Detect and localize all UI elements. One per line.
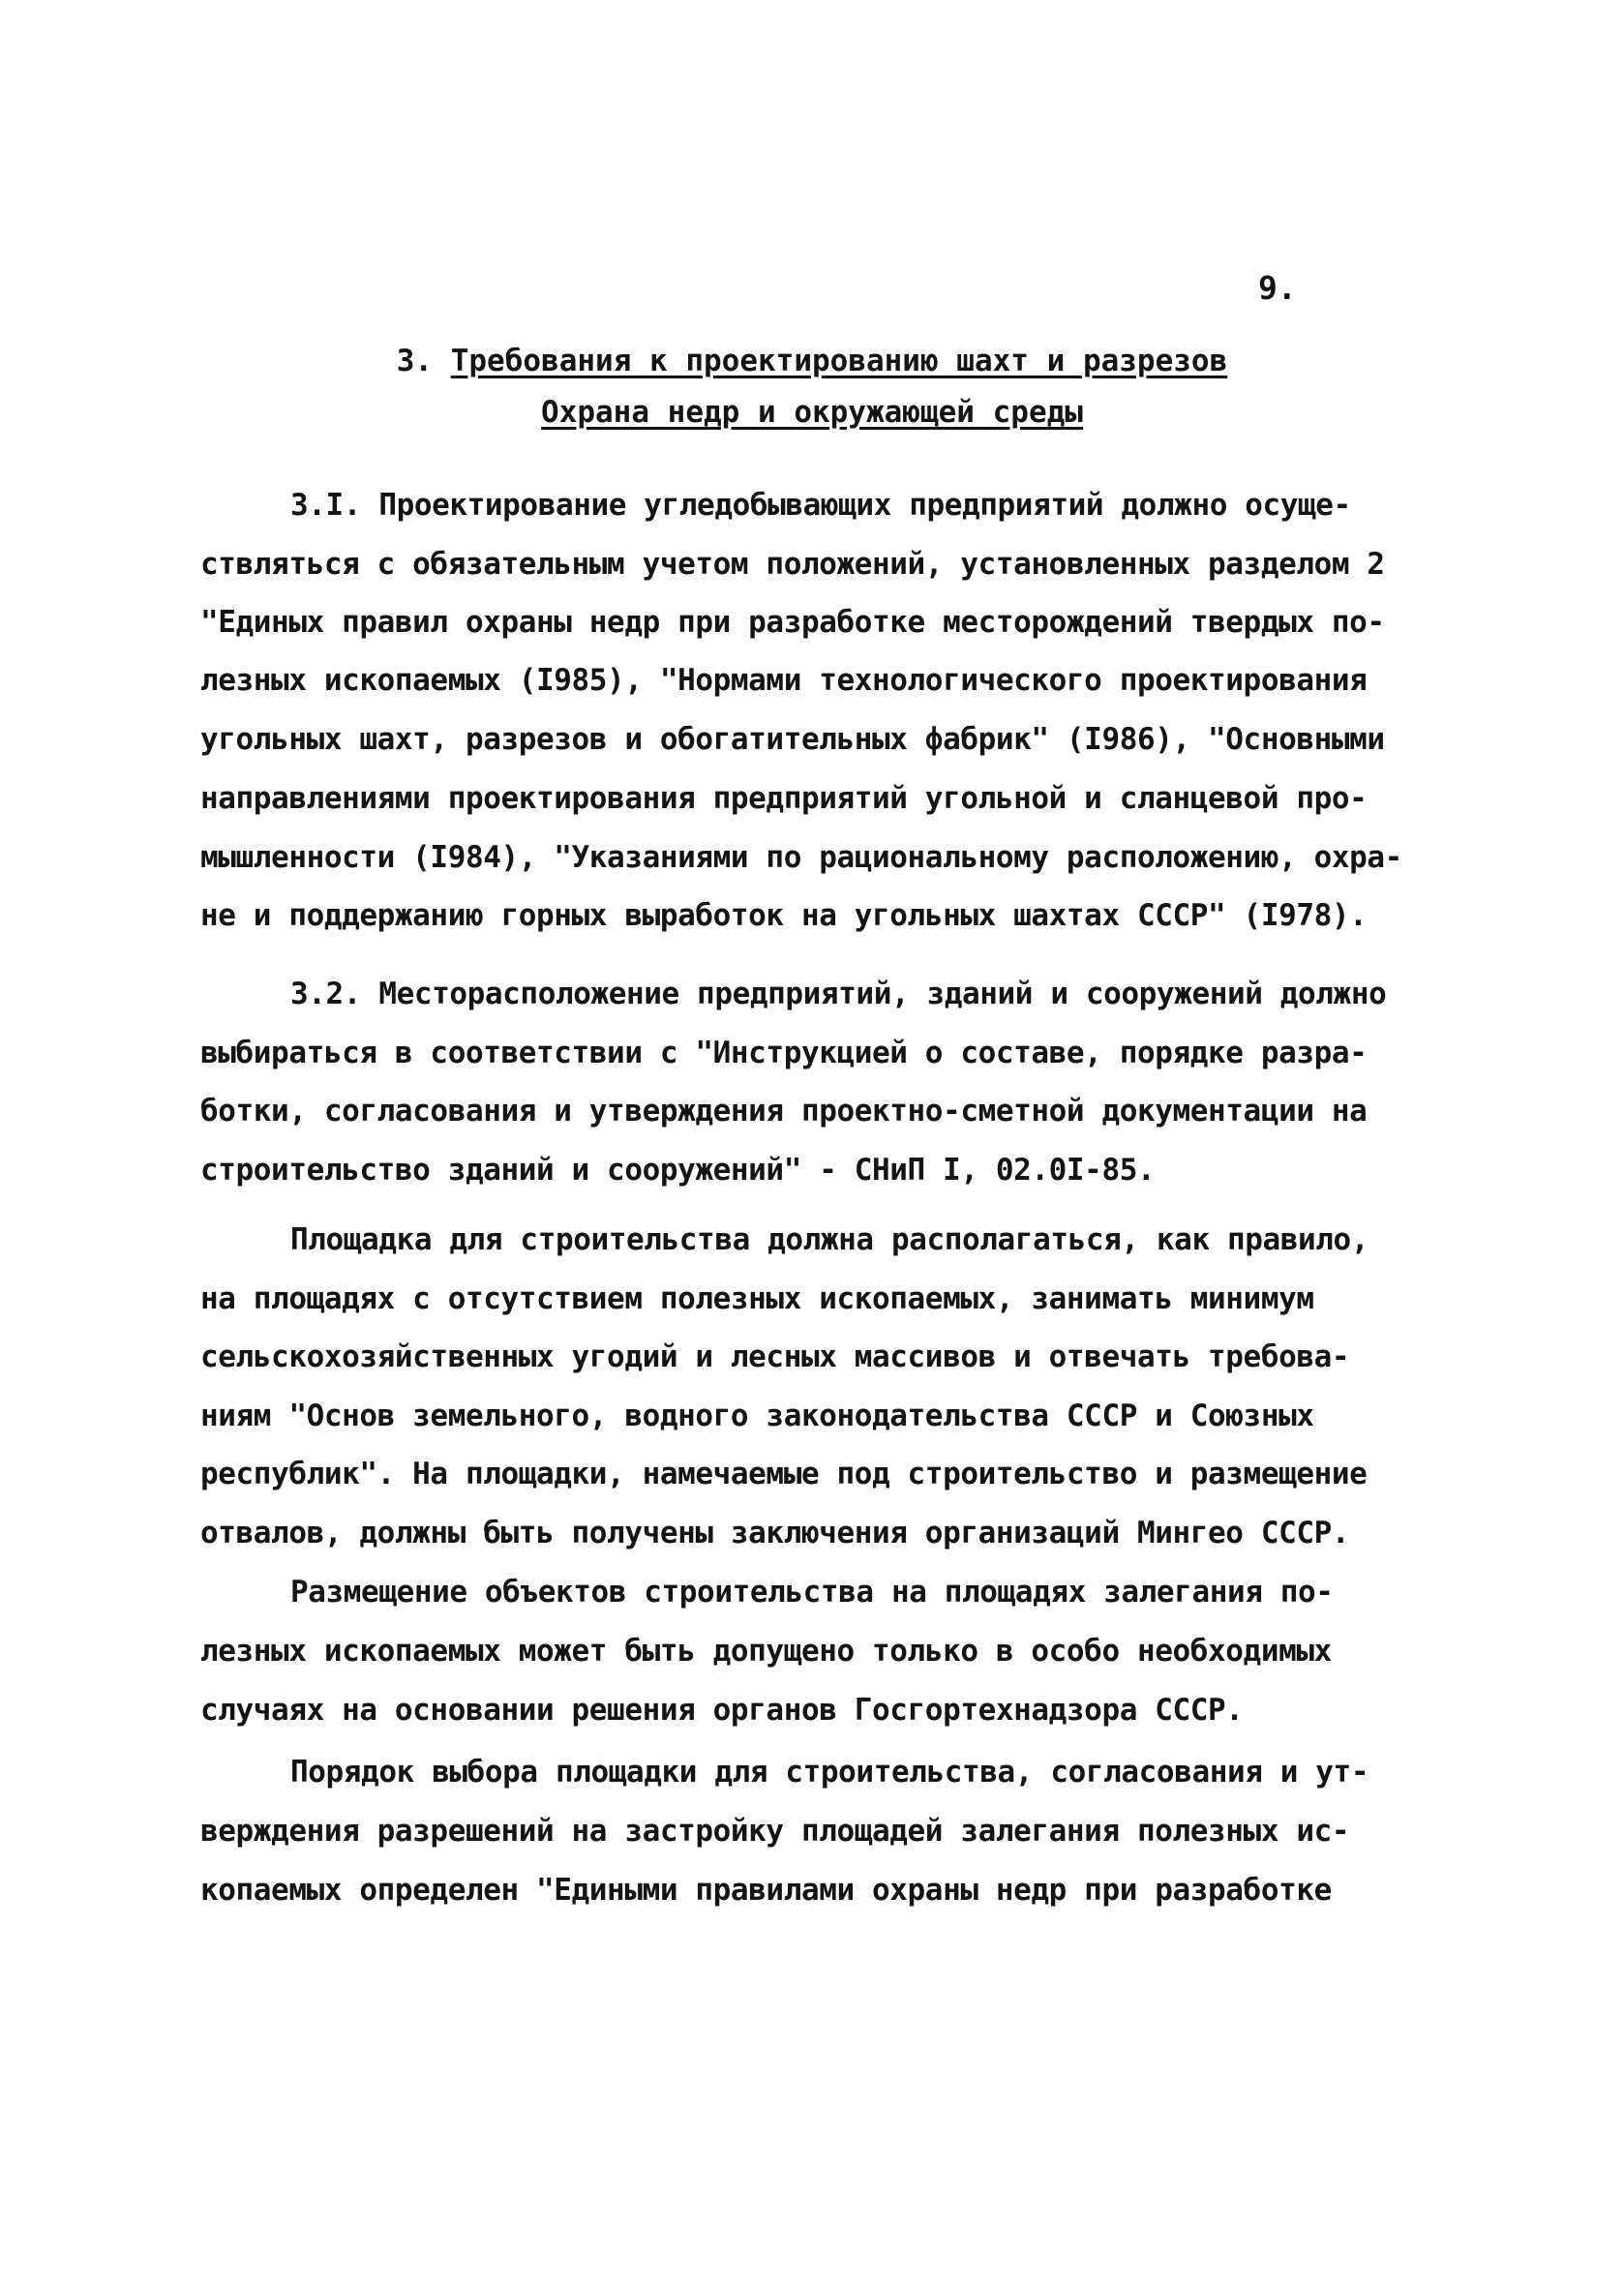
paragraph-3-1-line-8: не и поддержанию горных выработок на угольных шахтах СССР" (I978).: [200, 898, 1368, 933]
paragraph-site-line-5: республик". На площадки, намечаемые под строительство и размещение: [200, 1457, 1368, 1491]
page-number: 9.: [1258, 269, 1297, 307]
paragraph-3-1-line-6: направлениями проектирования предприятий угольной и сланцевой про-: [200, 781, 1368, 816]
paragraph-procedure-line-1: Порядок выбора площадки для строительства, согласования и ут-: [290, 1755, 1369, 1790]
paragraph-site-line-2: на площадях с отсутствием полезных ископаемых, занимать минимум: [200, 1281, 1314, 1316]
paragraph-3-1-line-4: лезных ископаемых (I985), "Нормами технологического проектирования: [200, 663, 1368, 698]
paragraph-placement-line-2: лезных ископаемых может быть допущено только в особо необходимых: [200, 1634, 1332, 1669]
section-title-line-1: Требования к проектированию шахт и разрезов: [450, 344, 1228, 378]
paragraph-3-1-line-2: ствляться с обязательным учетом положений, установленных разделом 2: [200, 547, 1385, 582]
paragraph-site-line-6: отвалов, должны быть получены заключения организаций Мингео СССР.: [200, 1516, 1350, 1550]
paragraph-placement-line-3: случаях на основании решения органов Госгортехнадзора СССР.: [200, 1693, 1244, 1728]
paragraph-procedure-line-2: верждения разрешений на застройку площадей залегания полезных ис-: [200, 1814, 1350, 1849]
section-title-line-2: Охрана недр и окружающей среды: [541, 395, 1083, 430]
paragraph-site-line-4: ниям "Основ земельного, водного законодательства СССР и Союзных: [200, 1399, 1314, 1433]
paragraph-procedure-line-3: копаемых определен "Едиными правилами охраны недр при разработке: [200, 1873, 1332, 1908]
paragraph-3-1-line-7: мышленности (I984), "Указаниями по рациональному расположению, охра-: [200, 840, 1402, 875]
paragraph-3-1-line-1: 3.I. Проектирование угледобывающих предприятий должно осуще-: [290, 488, 1351, 523]
paragraph-site-line-1: Площадка для строительства должна располагаться, как правило,: [290, 1222, 1369, 1257]
paragraph-3-2-line-1: 3.2. Месторасположение предприятий, зданий и сооружений должно: [290, 977, 1387, 1011]
paragraph-3-2-line-4: строительство зданий и сооружений" - СНиП I, 02.0I-85.: [200, 1153, 1156, 1188]
section-number: 3.: [396, 344, 434, 378]
paragraph-3-2-line-2: выбираться в соответствии с "Инструкцией о составе, порядке разра-: [200, 1036, 1368, 1070]
paragraph-site-line-3: сельскохозяйственных угодий и лесных массивов и отвечать требова-: [200, 1339, 1350, 1374]
paragraph-3-2-line-3: ботки, согласования и утверждения проектно-сметной документации на: [200, 1094, 1368, 1128]
paragraph-3-1-line-3: "Единых правил охраны недр при разработке месторождений твердых по-: [200, 605, 1385, 640]
section-heading-line-2: [0, 395, 1624, 430]
paragraph-placement-line-1: Размещение объектов строительства на площадях залегания по-: [290, 1575, 1334, 1610]
paragraph-3-1-line-5: угольных шахт, разрезов и обогатительных фабрик" (I986), "Основными: [200, 722, 1385, 757]
section-heading-line-1: [0, 344, 1624, 378]
